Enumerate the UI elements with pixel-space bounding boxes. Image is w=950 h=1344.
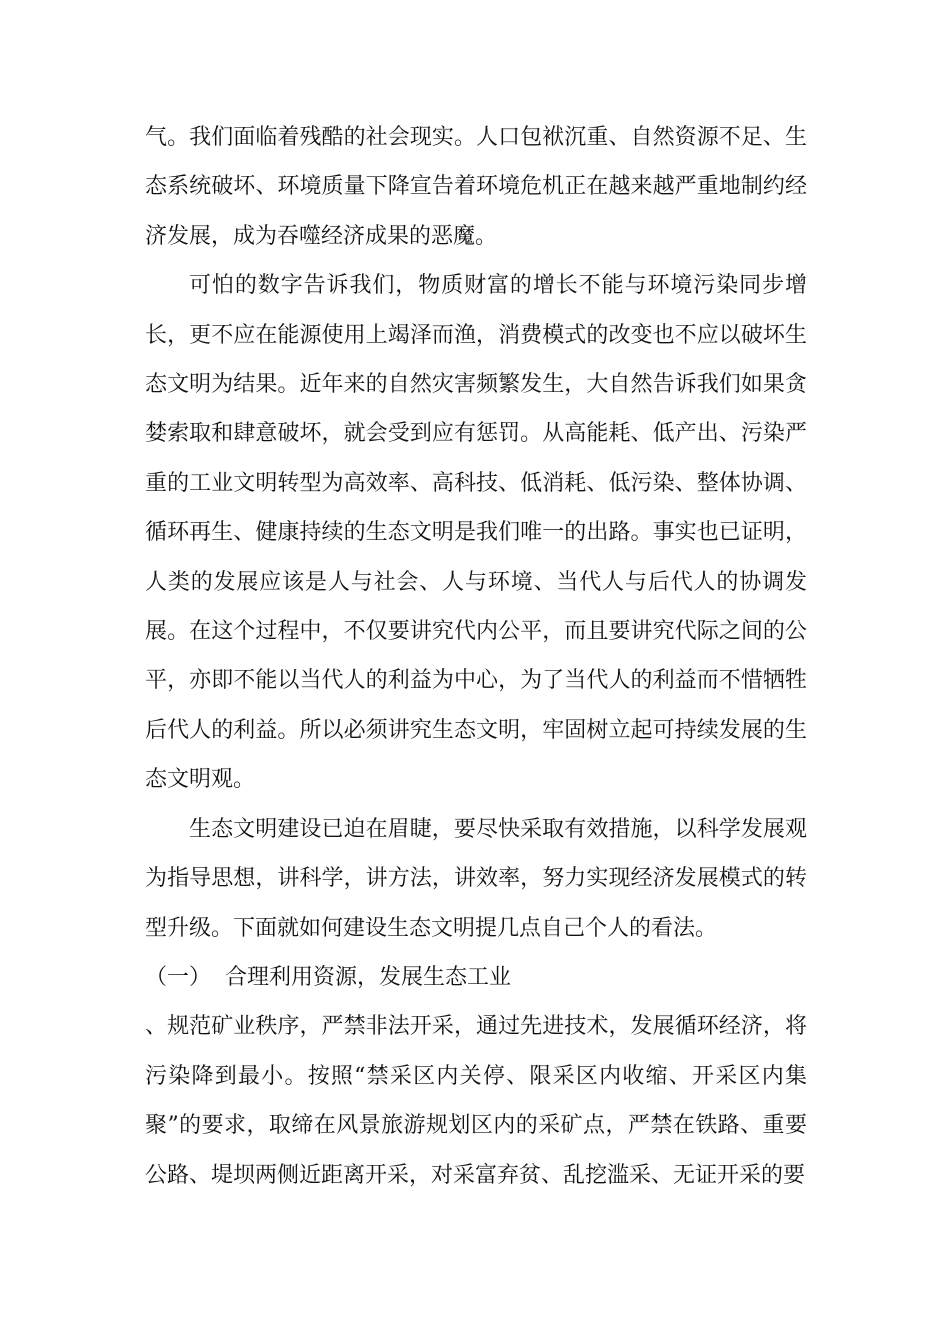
document-body	[145, 113, 807, 1200]
paragraph-continuation: 气。我们面临着残酷的社会现实。人口包袱沉重、自然资源不足、生态系统破坏、环境质量下降宣告着环境危机正在越来越严重地制约经济发展，成为吞噬经济成果的恶魔。	[145, 125, 807, 249]
paragraph-data-warning: 可怕的数字告诉我们，物质财富的增长不能与环境污染同步增长，更不应在能源使用上竭泽而渔，消费模式的改变也不应以破坏生态文明为结果。近年来的自然灾害频繁发生，大自然告诉我们如果贪婪索取和肆意破坏，就会受到应有惩罚。从高能耗、低产出、污染严重的工业文明转型为高效率、高科技、低消耗、低污染、整体协调、循环再生、健康持续的生态文明是我们唯一的出路。事实也已证明，人类的发展应该是人与社会、人与环境、当代人与后代人的协调发展。在这个过程中，不仅要讲究代内公平，而且要讲究代际之间的公平，亦即不能以当代人的利益为中心，为了当代人的利益而不惜牺牲后代人的利益。所以必须讲究生态文明，牢固树立起可持续发展的生态文明观。	[145, 273, 807, 793]
section-heading: （一） 合理利用资源，发展生态工业	[145, 964, 511, 990]
paragraph-ecological-urgency: 生态文明建设已迫在眉睫，要尽快采取有效措施，以科学发展观为指导思想，讲科学，讲方法，讲效率，努力实现经济发展模式的转型升级。下面就如何建设生态文明提几点自己个人的看法。	[145, 816, 807, 941]
section-paragraph: 、规范矿业秩序，严禁非法开采，通过先进技术，发展循环经济，将污染降到最小。按照“禁采区内关停、限采区内收缩、开采区内集聚”的要求，取缔在风景旅游规划区内的采矿点，严禁在铁路、重要公路、堤坝两侧近距离开采，对采富弃贫、乱挖滥采、无证开采的要	[145, 1014, 807, 1188]
